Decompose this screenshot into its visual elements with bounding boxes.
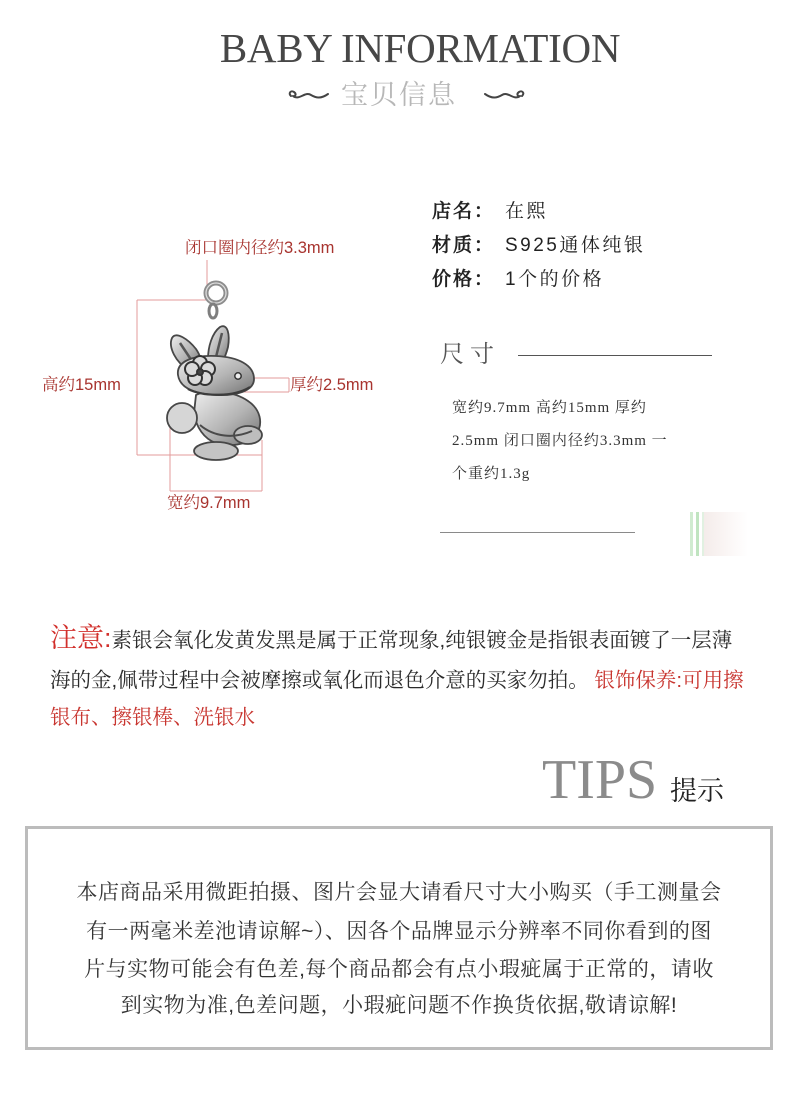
rabbit-pendant-icon [130,255,300,505]
care-instructions: 银饰保养:可用擦 [594,669,744,692]
notice-line-2 [50,663,760,699]
product-info [432,200,732,302]
tips-line: 有一两毫米差池请谅解~）、因各个品牌显示分辨率不同你看到的图 [86,920,712,943]
rabbit-tail [167,403,197,433]
info-row-material [432,234,645,258]
notice-label: 注意: [50,623,112,653]
swirl-left-icon [285,87,331,103]
tips-subtitle: 提示 [670,776,724,806]
thickness-label: 厚约2.5mm [290,376,374,394]
info-label: 价格： [432,269,496,290]
tips-line: 本店商品采用微距拍摄、图片会显大请看尺寸大小购买（手工测量会 [76,881,722,904]
size-description [452,392,752,491]
ring-diameter-label: 闭口圈内径约3.3mm [185,239,335,257]
rabbit-eye [235,373,241,379]
tips-title: TIPS [542,749,658,811]
size-line: 宽约9.7mm 高约15mm 厚约 [452,400,647,416]
notice-text: 海的金,佩带过程中会被摩擦或氧化而退色介意的买家勿拍。 [50,669,589,692]
page-title: BABY INFORMATION [219,25,621,71]
tips-line: 到实物为准,色差问题，小瑕疵问题不作换货依据,敬请谅解! [120,994,678,1017]
section-divider [440,532,635,533]
tips-box [25,826,773,1050]
product-image [130,255,300,505]
care-instructions: 银布、擦银棒、洗银水 [50,706,255,729]
tips-line: 片与实物可能会有色差,每个商品都会有点小瑕疵属于正常的，请收 [84,958,714,981]
width-label: 宽约9.7mm [167,494,251,512]
size-line: 2.5mm 闭口圈内径约3.3mm 一 [452,433,668,449]
height-label: 高约15mm [42,376,121,394]
info-label: 店名： [432,201,496,222]
page-subtitle: 宝贝信息 [341,80,457,110]
info-value: 在熙 [505,201,549,222]
jump-ring [206,283,226,318]
info-value: 1个的价格 [505,269,605,290]
notice-line-1 [50,620,760,656]
size-heading: 尺寸 [440,341,500,368]
info-row-price [432,268,604,292]
faint-thumbnail [690,512,748,556]
size-heading-rule [518,355,712,356]
info-label: 材质： [432,235,496,256]
notice-text: 素银会氧化发黄发黑是属于正常现象,纯银镀金是指银表面镀了一层薄 [111,629,733,652]
info-value: S925通体纯银 [505,235,646,256]
rabbit-front-feet [194,442,238,460]
size-line: 个重约1.3g [452,466,531,482]
info-row-shop [432,200,548,224]
swirl-right-icon [482,87,528,103]
notice-line-3 [50,700,760,736]
